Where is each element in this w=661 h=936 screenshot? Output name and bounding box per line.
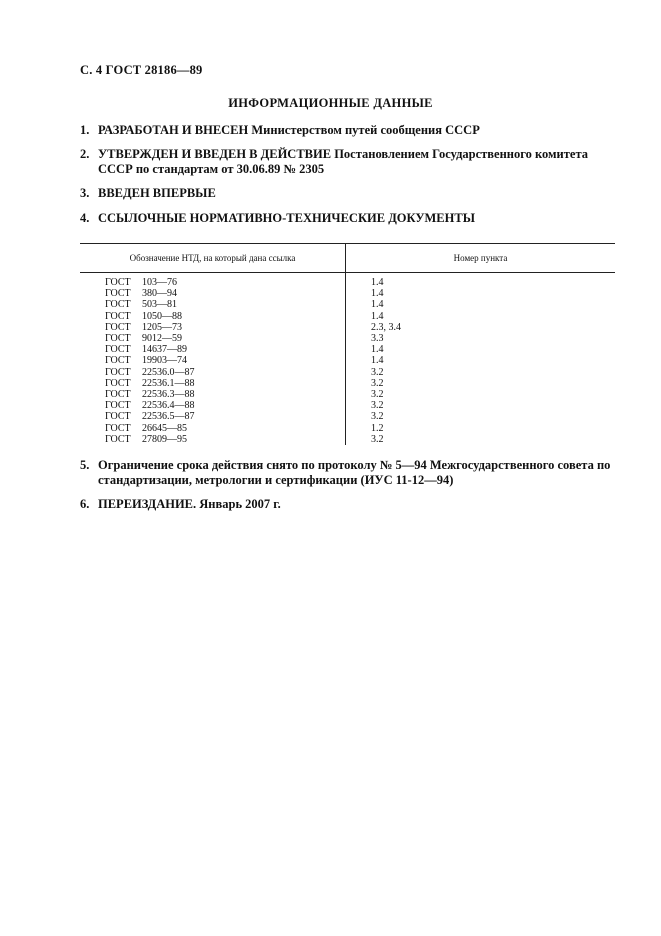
document-cell: [80, 299, 346, 310]
clause-cell: 1.4: [371, 344, 384, 356]
table-row: [80, 273, 615, 289]
clause-cell: 3.2: [371, 411, 384, 423]
standard-prefix: ГОСТ: [105, 288, 131, 300]
standard-number: 1050—88: [142, 310, 182, 322]
document-cell: [80, 400, 346, 411]
item-body: [98, 123, 615, 138]
item-text: Постановлением Государственного комитета СССР по стандартам от 30.06.89 № 2305: [98, 147, 588, 176]
table-row: [80, 389, 615, 400]
document-cell: [80, 311, 346, 322]
standard-number: 103—76: [142, 277, 177, 288]
item-lead: ПЕРЕИЗДАНИЕ.: [98, 497, 197, 511]
standard-prefix: ГОСТ: [105, 344, 131, 356]
reference-documents-table: [80, 243, 615, 445]
clause-cell: 3.2: [371, 400, 384, 412]
table-row: [80, 434, 615, 445]
standard-prefix: ГОСТ: [105, 433, 131, 445]
clause-cell: 2.3, 3.4: [371, 321, 401, 333]
table-row: [80, 411, 615, 422]
document-cell: [80, 378, 346, 389]
document-cell: [80, 423, 346, 434]
standard-number: 26645—85: [142, 422, 187, 434]
table-row: [80, 367, 615, 378]
info-item-3: [80, 186, 615, 201]
table-row: [80, 288, 615, 299]
document-cell: [80, 389, 346, 400]
document-cell: [80, 355, 346, 366]
clause-cell: 3.3: [371, 333, 384, 345]
table-row: [80, 355, 615, 366]
item-body: [98, 458, 615, 488]
clause-cell: 3.2: [371, 389, 384, 401]
clause-cell: 3.2: [371, 377, 384, 389]
standard-number: 22536.1—88: [142, 377, 195, 389]
standard-prefix: ГОСТ: [105, 366, 131, 378]
standard-number: 1205—73: [142, 321, 182, 333]
item-body: [98, 497, 615, 512]
standard-number: 380—94: [142, 288, 177, 300]
item-lead: УТВЕРЖДЕН И ВВЕДЕН В ДЕЙСТВИЕ: [98, 147, 332, 161]
clause-cell: 3.2: [371, 366, 384, 378]
standard-number: 503—81: [142, 299, 177, 311]
document-cell: [80, 411, 346, 422]
item-number: 1.: [80, 123, 90, 137]
clause-cell: 1.4: [371, 299, 384, 311]
clause-cell: 1.4: [371, 288, 384, 300]
info-item-2: [80, 147, 615, 177]
info-item-1: [80, 123, 615, 138]
table-header-row: [80, 244, 615, 273]
info-item-5: [80, 458, 615, 488]
standard-prefix: ГОСТ: [105, 422, 131, 434]
table-row: [80, 322, 615, 333]
standard-number: 19903—74: [142, 355, 187, 367]
column-header-document: Обозначение НТД, на который дана ссылка: [80, 244, 346, 273]
standard-prefix: ГОСТ: [105, 411, 131, 423]
table-row: [80, 311, 615, 322]
table-row: [80, 400, 615, 411]
page-title: ИНФОРМАЦИОННЫЕ ДАННЫЕ: [228, 96, 433, 110]
item-lead: РАЗРАБОТАН И ВНЕСЕН: [98, 123, 249, 137]
standard-prefix: ГОСТ: [105, 355, 131, 367]
standard-prefix: ГОСТ: [105, 377, 131, 389]
item-number: 4.: [80, 211, 90, 225]
item-number: 3.: [80, 186, 90, 200]
document-cell: [80, 273, 346, 289]
item-number: 6.: [80, 497, 90, 511]
standard-prefix: ГОСТ: [105, 299, 131, 311]
table-row: [80, 299, 615, 310]
item-text: Январь 2007 г.: [196, 497, 281, 511]
column-header-clause: Номер пункта: [346, 244, 616, 273]
table-body: [80, 273, 615, 446]
item-body: [98, 211, 615, 226]
table-row: [80, 344, 615, 355]
info-item-4: [80, 211, 615, 226]
standard-number: 22536.5—87: [142, 411, 195, 423]
document-cell: [80, 288, 346, 299]
clause-cell: 1.2: [371, 422, 384, 434]
item-lead: ССЫЛОЧНЫЕ НОРМАТИВНО-ТЕХНИЧЕСКИЕ ДОКУМЕНТЫ: [98, 211, 475, 225]
clause-cell: 1.4: [371, 277, 384, 288]
standard-prefix: ГОСТ: [105, 333, 131, 345]
standard-number: 9012—59: [142, 333, 182, 345]
clause-cell: 1.4: [371, 355, 384, 367]
standard-prefix: ГОСТ: [105, 321, 131, 333]
item-body: [98, 147, 615, 177]
info-item-6: [80, 497, 615, 512]
document-cell: [80, 344, 346, 355]
standard-number: 27809—95: [142, 433, 187, 445]
item-body: [98, 186, 615, 201]
document-cell: [80, 367, 346, 378]
standard-number: 22536.0—87: [142, 366, 195, 378]
item-number: 5.: [80, 458, 90, 472]
standard-prefix: ГОСТ: [105, 400, 131, 412]
item-text: Министерством путей сообщения СССР: [248, 123, 480, 137]
page-header: С. 4 ГОСТ 28186—89: [80, 63, 203, 77]
item-text: Ограничение срока действия снято по протоколу № 5—94 Межгосударственного совета по стандартизации, метрологии и сертификации (ИУС 11-12—94): [98, 458, 611, 487]
table-row: [80, 423, 615, 434]
document-cell: [80, 322, 346, 333]
item-number: 2.: [80, 147, 90, 161]
table-row: [80, 378, 615, 389]
standard-prefix: ГОСТ: [105, 389, 131, 401]
standard-prefix: ГОСТ: [105, 277, 131, 288]
table-row: [80, 333, 615, 344]
standard-prefix: ГОСТ: [105, 310, 131, 322]
item-lead: ВВЕДЕН ВПЕРВЫЕ: [98, 186, 216, 200]
standard-number: 14637—89: [142, 344, 187, 356]
standard-number: 22536.4—88: [142, 400, 195, 412]
standard-number: 22536.3—88: [142, 389, 195, 401]
clause-cell: 3.2: [371, 433, 384, 445]
clause-cell: 1.4: [371, 310, 384, 322]
document-cell: [80, 434, 346, 445]
document-cell: [80, 333, 346, 344]
